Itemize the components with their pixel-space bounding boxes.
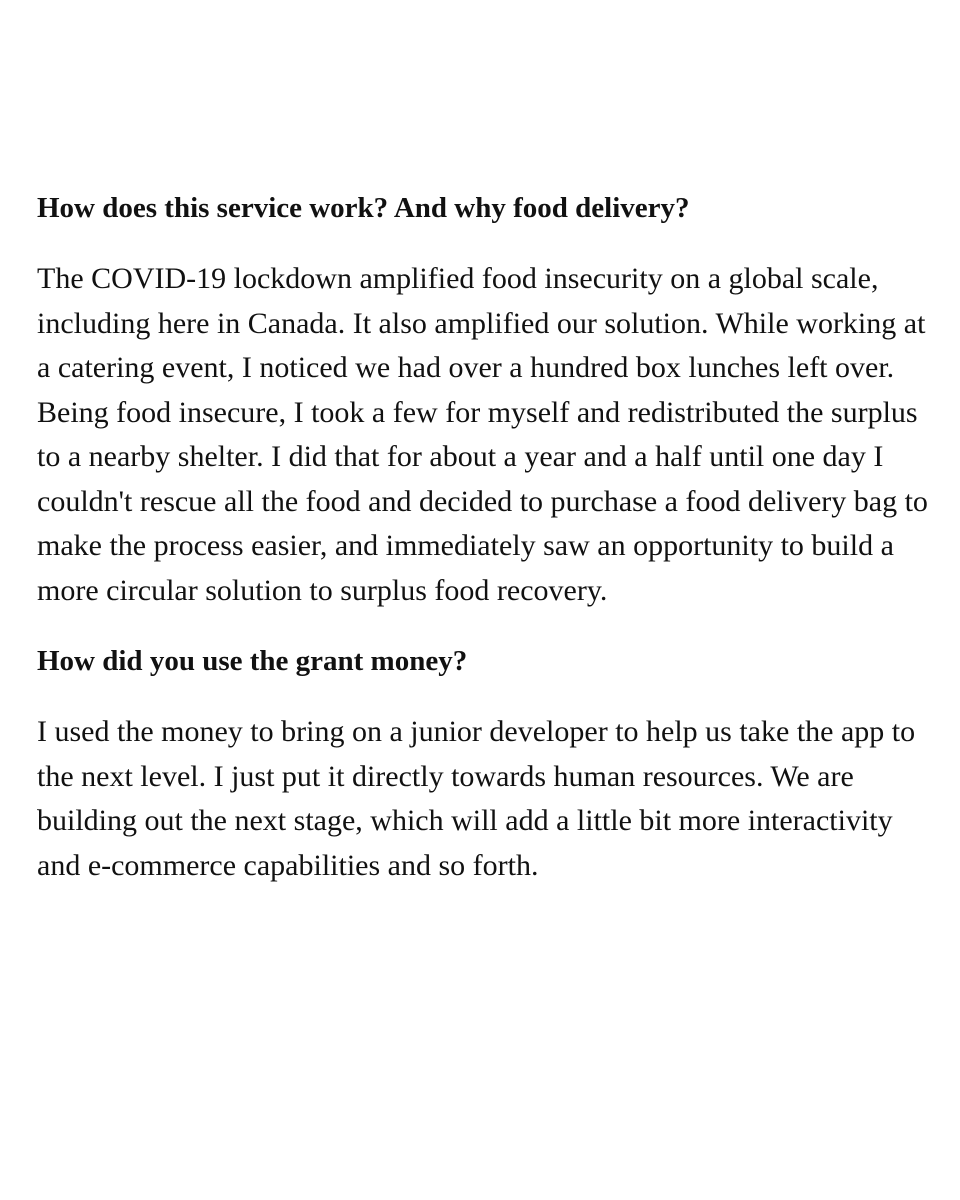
article-content (37, 186, 943, 888)
section-heading-grant: How did you use the grant money? (37, 645, 468, 677)
section-body-service: The COVID-19 lockdown amplified food insecurity on a global scale, including here in Canada. It also amplified our solution. While working at a catering event, I noticed we had over a hundred box lunches left over. Being food insecure, I took a few for myself and redistributed the surplus to a nearby shelter. I did that for about a year and a half until one day I couldn't rescue all the food and decided to purchase a food delivery bag to make the process easier, and immediately saw an opportunity to build a more circular solution to surplus food recovery. (37, 262, 928, 607)
section-heading-service: How does this service work? And why food delivery? (37, 192, 690, 224)
section-body-grant: I used the money to bring on a junior developer to help us take the app to the next level. I just put it directly towards human resources. We are building out the next stage, which will add a little bit more interactivity and e-commerce capabilities and so forth. (37, 715, 916, 882)
